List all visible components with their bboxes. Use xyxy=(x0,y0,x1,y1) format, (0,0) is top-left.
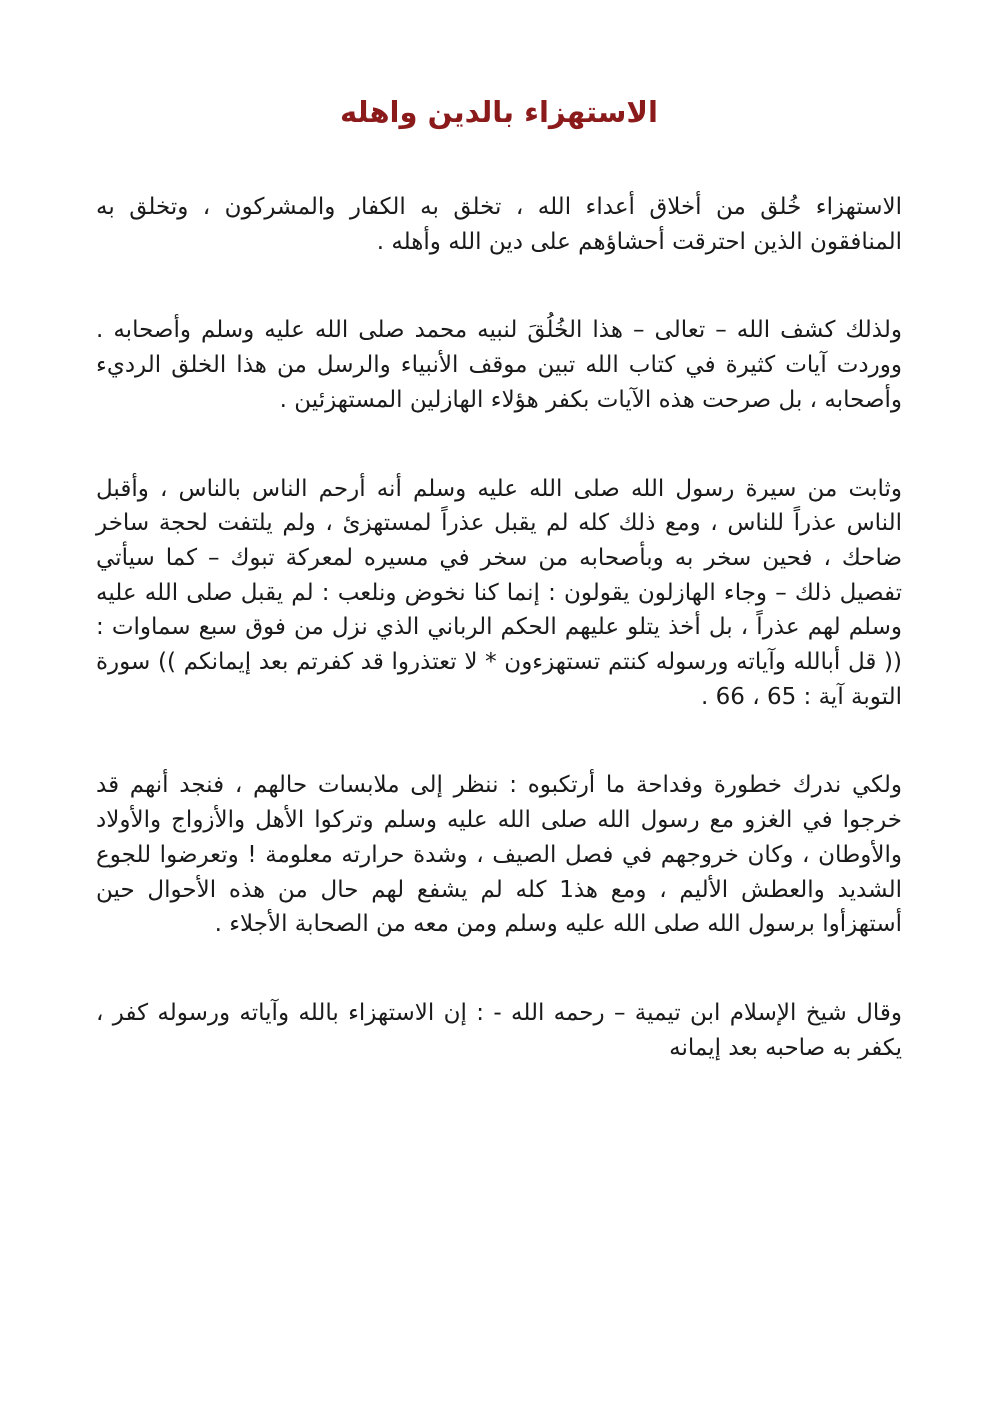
paragraph-intro: الاستهزاء خُلق من أخلاق أعداء الله ، تخلق به الكفار والمشركون ، وتخلق به المنافقون الذين احترقت أحشاؤهم على دين الله وأهله . xyxy=(96,194,902,255)
paragraph-revelation: ولذلك كشف الله – تعالى – هذا الخُلُقَ لنبيه محمد صلى الله عليه وسلم وأصحابه . ووردت آيات كثيرة في كتاب الله تبين موقف الأنبياء والرسل من هذا الخلق الرديء وأصحابه ، بل صرحت هذه الآيات بكفر هؤلاء الهازلين المستهزئين . xyxy=(96,317,902,413)
document-body xyxy=(96,190,902,1119)
paragraph-ibn-taymiyyah-quote: وقال شيخ الإسلام ابن تيمية – رحمه الله - : إن الاستهزاء بالله وآياته ورسوله كفر ، يكفر به صاحبه بعد إيمانه xyxy=(96,999,902,1061)
paragraph-prophet-sira: وثابت من سيرة رسول الله صلى الله عليه وسلم أنه أرحم الناس بالناس ، وأقبل الناس عذراً للناس ، ومع ذلك كله لم يقبل عذراً لمستهزئ ، ولم يلتفت لحجة ساخر ضاحك ، فحين سخر به وبأصحابه من سخر في مسيره لمعركة تبوك – كما سيأتي تفصيل ذلك – وجاء الهازلون يقولون : إنما كنا نخوض ونلعب : لم يقبل صلى الله عليه وسلم لهم عذراً ، بل أخذ يتلو عليهم الحكم الرباني الذي نزل من فوق سبع سماوات : (( قل أبالله وآياته ورسوله كنتم تستهزءون * لا تعتذروا قد كفرتم بعد إيمانكم )) سورة التوبة آية : 65 ، 66 . xyxy=(96,475,902,710)
page-title: الاستهزاء بالدين واهله xyxy=(340,95,658,129)
paragraph-circumstances: ولكي ندرك خطورة وفداحة ما أرتكبوه : ننظر إلى ملابسات حالهم ، فنجد أنهم قد خرجوا في الغزو مع رسول الله صلى الله عليه وسلم وتركوا الأهل والأزواج والأولاد والأوطان ، وكان خروجهم في فصل الصيف ، وشدة حرارته معلومة ! وتعرضوا للجوع الشديد والعطش الأليم ، ومع هذ1 كله لم يشفع لهم حال من هذه الأحوال حين أستهزأوا برسول الله صلى الله عليه وسلم ومن معه من الصحابة الأجلاء . xyxy=(96,772,902,938)
document-page xyxy=(96,0,902,1403)
